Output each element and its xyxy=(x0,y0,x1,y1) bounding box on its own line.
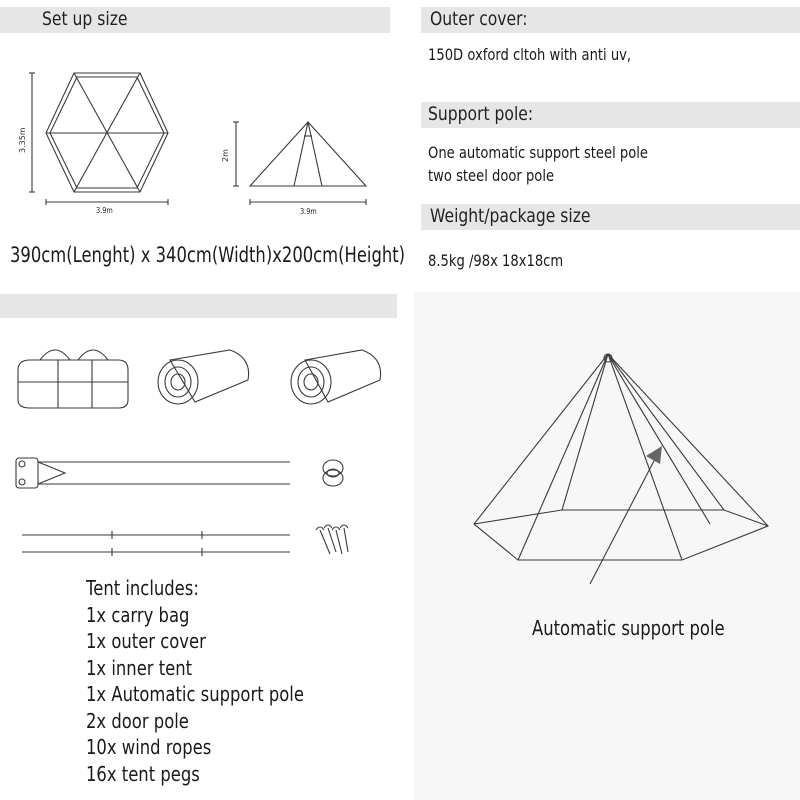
side-view-width-label: 3.9m xyxy=(300,207,317,216)
top-view-width-label: 3.9m xyxy=(96,206,113,215)
weight-value: 8.5kg /98x 18x18cm xyxy=(428,251,564,270)
includes-item: 1x Automatic support pole xyxy=(86,682,304,706)
includes-item: 10x wind ropes xyxy=(86,735,212,759)
tent-pole-label: Automatic support pole xyxy=(532,616,725,640)
setup-title: Set up size xyxy=(42,8,128,30)
door-poles-icon xyxy=(22,531,290,556)
includes-item: 16x tent pegs xyxy=(86,761,200,786)
tent-top-view-diagram xyxy=(0,50,200,270)
svg-text:3.35m: 3.35m xyxy=(18,127,27,153)
carry-bag-icon xyxy=(18,350,128,408)
support-pole-line-1: One automatic support steel pole xyxy=(428,143,648,162)
tent-pole-diagram xyxy=(414,292,800,800)
svg-text:2m: 2m xyxy=(221,149,230,162)
includes-title: Tent includes: xyxy=(86,576,199,600)
automatic-pole-icon xyxy=(16,458,290,488)
support-pole-title: Support pole: xyxy=(428,103,534,125)
outer-cover-value: 150D oxford cltoh with anti uv, xyxy=(428,45,632,64)
includes-item: 1x carry bag xyxy=(86,602,190,627)
tent-pegs-icon xyxy=(316,525,348,554)
contents-header-bar xyxy=(0,294,397,318)
top-view-depth-label xyxy=(16,105,30,165)
weight-title: Weight/package size xyxy=(430,205,591,227)
wind-ropes-icon xyxy=(323,460,343,486)
setup-dimensions: 390cm(Lenght) x 340cm(Width)x200cm(Height) xyxy=(10,243,406,267)
includes-item: 2x door pole xyxy=(86,708,189,733)
includes-item: 1x outer cover xyxy=(86,629,206,653)
tent-includes-list xyxy=(86,575,352,787)
side-view-height-label xyxy=(219,140,233,170)
tent-contents-illustration xyxy=(0,330,400,560)
outer-cover-roll-icon xyxy=(158,350,249,404)
outer-cover-title: Outer cover: xyxy=(430,8,528,30)
inner-tent-roll-icon xyxy=(291,350,381,404)
includes-item: 1x inner tent xyxy=(86,655,193,680)
support-pole-line-2: two steel door pole xyxy=(428,166,555,185)
